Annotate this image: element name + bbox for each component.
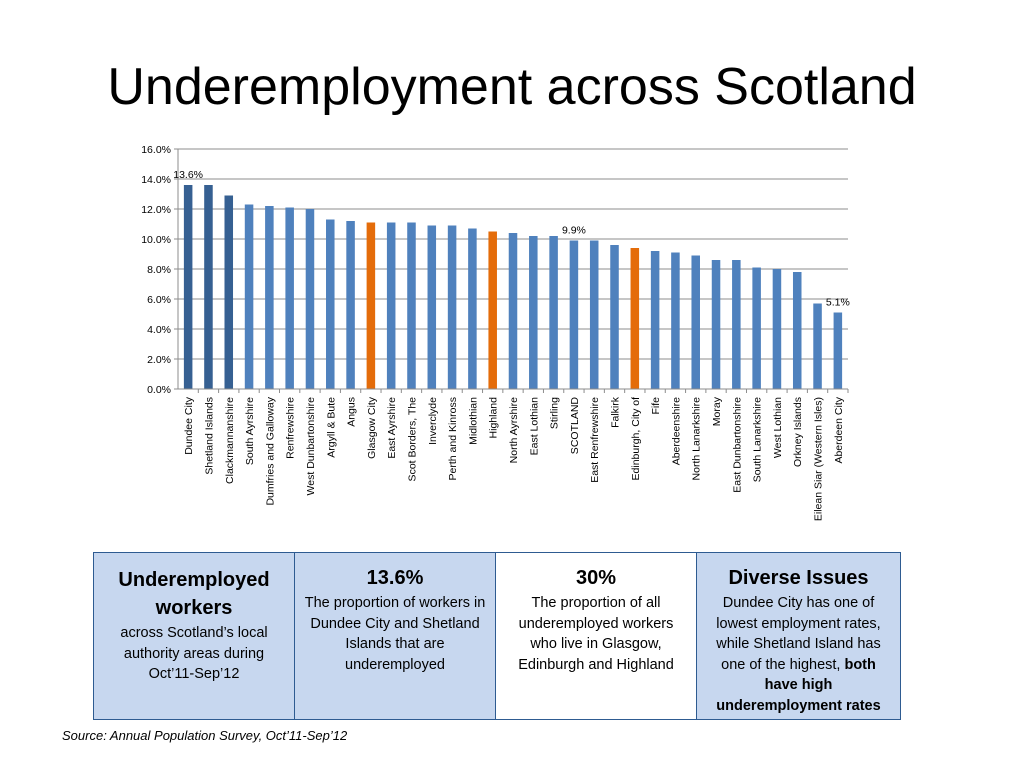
bar-data-label: 13.6% (173, 169, 204, 181)
y-tick-label: 16.0% (141, 144, 171, 156)
x-category-label: Dumfries and Galloway (264, 397, 277, 506)
bar (610, 245, 619, 389)
bar (488, 232, 497, 390)
x-axis-labels (178, 389, 848, 521)
box-body (705, 593, 892, 716)
x-category-label: Highland (487, 397, 500, 439)
y-tick-label: 6.0% (147, 294, 171, 306)
x-category-label: Orkney Islands (792, 397, 805, 468)
source-note: Source: Annual Population Survey, Oct’11-Sep’12 (62, 728, 348, 743)
x-category-label: Dundee City (183, 397, 196, 455)
bar (306, 209, 315, 389)
x-category-label: Eilean Siar (Western Isles) (812, 397, 825, 522)
box-body-emphasis: both have high underemployment rates (716, 656, 881, 714)
y-tick-label: 8.0% (147, 264, 171, 276)
x-category-label: West Lothian (771, 397, 784, 459)
bar (285, 208, 294, 390)
y-tick-label: 2.0% (147, 354, 171, 366)
bar (773, 269, 782, 389)
bar (549, 236, 558, 389)
x-category-label: Moray (711, 397, 724, 427)
bar (813, 304, 822, 390)
x-category-label: East Lothian (528, 397, 541, 456)
bar (651, 251, 660, 389)
bar (732, 260, 741, 389)
box-heading-line: workers (155, 597, 233, 619)
x-category-label: Perth and Kinross (447, 397, 460, 481)
x-category-label: Scot Borders, The (406, 397, 419, 482)
summary-box-underemployed-workers (93, 552, 295, 720)
x-category-label: Midlothian (467, 397, 480, 445)
bar (834, 313, 843, 390)
bar (509, 233, 518, 389)
x-category-label: South Ayrshire (244, 397, 257, 466)
x-category-label: Shetland Islands (203, 397, 216, 475)
summary-box-dundee-shetland (294, 552, 496, 720)
bar (712, 260, 721, 389)
x-category-label: Inverclyde (426, 397, 439, 445)
bar (367, 223, 376, 390)
box-heading: 30% (575, 567, 617, 589)
x-category-label: West Dunbartonshire (304, 397, 317, 496)
box-heading: Diverse Issues (728, 567, 869, 589)
box-body: The proportion of workers in Dundee City and Shetland Islands that are underemployed (304, 595, 486, 673)
x-category-label: Aberdeen City (832, 397, 845, 464)
bar (752, 268, 761, 390)
summary-box-diverse-issues (696, 552, 901, 720)
bar (265, 206, 274, 389)
bar-data-label: 5.1% (825, 296, 850, 309)
bar (326, 220, 335, 390)
bar (184, 185, 193, 389)
y-tick-label: 14.0% (141, 174, 171, 186)
bar (671, 253, 680, 390)
y-tick-label: 4.0% (147, 324, 171, 336)
x-category-label: Renfrewshire (284, 397, 297, 459)
y-tick-label: 0.0% (147, 384, 171, 396)
bar (570, 241, 579, 390)
x-category-label: Angus (345, 397, 358, 427)
y-tick-label: 12.0% (141, 204, 171, 216)
bar (204, 185, 213, 389)
bar (529, 236, 538, 389)
bar-data-label: 9.9% (561, 224, 586, 237)
box-body: The proportion of all underemployed workers who live in Glasgow, Edinburgh and Highland (518, 595, 674, 673)
slide-title: Underemployment across Scotland (107, 58, 917, 116)
bar (691, 256, 700, 390)
x-category-label: Argyll & Bute (325, 397, 338, 458)
y-tick-label: 10.0% (141, 234, 171, 246)
bar (407, 223, 416, 390)
x-category-label: East Renfrewshire (589, 397, 602, 483)
bars (184, 185, 842, 389)
box-body-text: Dundee City has one of lowest employment rates, while Shetland Island has one of the highest, (716, 595, 881, 673)
bar (346, 221, 355, 389)
x-category-label: Edinburgh, City of (629, 397, 642, 481)
summary-boxes (93, 552, 901, 722)
bar (448, 226, 457, 390)
x-category-label: Fife (650, 397, 663, 415)
box-heading-line: Underemployed (118, 569, 270, 591)
bar (590, 241, 599, 390)
bar (245, 205, 254, 390)
bar (468, 229, 477, 390)
bar (387, 223, 396, 390)
bar-chart (100, 138, 860, 550)
bar (428, 226, 437, 390)
bar (224, 196, 233, 390)
box-body: across Scotland’s local authority areas during Oct’11-Sep’12 (120, 625, 268, 683)
box-heading: 13.6% (366, 567, 424, 589)
x-category-label: East Dunbartonshire (731, 397, 744, 493)
x-category-label: Aberdeenshire (670, 397, 683, 466)
x-category-label: Clackmannanshire (223, 397, 236, 484)
summary-box-glasgow-edinburgh-highland (495, 552, 697, 720)
x-category-label: North Ayrshire (508, 397, 520, 464)
bar (793, 272, 802, 389)
x-category-label: North Lanarkshire (690, 397, 703, 481)
x-category-label: Glasgow City (365, 397, 378, 459)
x-category-label: East Ayrshire (386, 397, 399, 459)
y-axis-ticks (141, 144, 178, 396)
x-category-label: Falkirk (609, 397, 622, 428)
x-category-label: SCOTLAND (568, 396, 581, 455)
x-category-label: Stirling (548, 397, 561, 430)
x-category-label: South Lanarkshire (751, 397, 764, 483)
bar (631, 248, 640, 389)
